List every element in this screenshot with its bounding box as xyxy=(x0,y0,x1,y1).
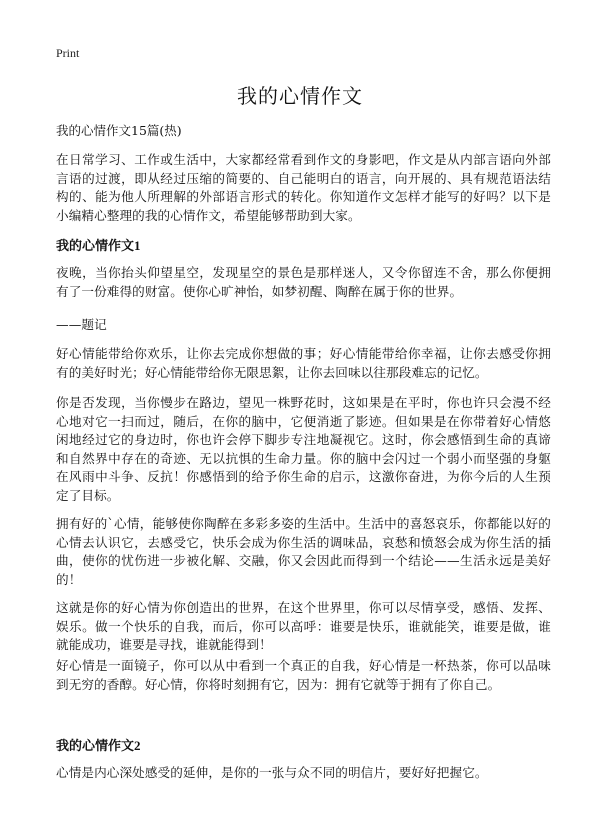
section1-paragraph-1: 夜晚，当你抬头仰望星空，发现星空的景色是那样迷人，又令你留连不舍，那么你便拥有了一份难得的财富。使你心旷神怡，如梦初醒、陶醉在属于你的世界。 xyxy=(56,265,551,299)
section1-paragraph-6: 好心情是一面镜子，你可以从中看到一个真正的自我，好心情是一杯热茶，你可以品味到无穷的香醇。好心情，你将时刻拥有它，因为：拥有它就等于拥有了你自己。 xyxy=(56,658,551,692)
section-heading-1: 我的心情作文1 xyxy=(56,238,141,253)
section1-paragraph-2: 好心情能带给你欢乐，让你去完成你想做的事；好心情能带给你幸福，让你去感受你拥有的美好时光；好心情能带给你无限思絮，让你去回味以往那段难忘的记忆。 xyxy=(56,346,551,380)
section2-paragraph-1: 心情是内心深处感受的延伸，是你的一张与众不同的明信片，要好好把握它。 xyxy=(56,765,488,780)
document-subtitle: 我的心情作文15篇(热) xyxy=(56,123,182,138)
section1-epigraph: ——题记 xyxy=(56,317,107,332)
print-link[interactable]: Print xyxy=(56,46,80,60)
section-heading-2: 我的心情作文2 xyxy=(56,738,141,753)
section1-paragraph-3: 你是否发现，当你慢步在路边，望见一株野花时，这如果是在平时，你也许只会漫不经心地对它一扫而过，随后，在你的脑中，它便消逝了影迹。但如果是在你带着好心情悠闲地经过它的身边时，你也许会停下脚步专注地凝视它。这时，你会感悟到生命的真谛和自然界中存在的奇迹、无以抗惧的生命力量。你的脑中会闪过一个弱小而坚强的身躯在风雨中斗争、反抗！你感悟到的给予你生命的启示，这激你奋进，为你今后的人生预定了目标。 xyxy=(56,395,551,503)
page-title: 我的心情作文 xyxy=(237,84,363,108)
section1-paragraph-4: 拥有好的`心情，能够使你陶醉在多彩多姿的生活中。生活中的喜怒哀乐，你都能以好的心情去认识它，去感受它，快乐会成为你生活的调味品，哀愁和愤怒会成为你生活的插曲，使你的忧伤进一步被化解、交融，你又会因此而得到一个结论——生活永远是美好的！ xyxy=(56,516,551,587)
section1-paragraph-5: 这就是你的好心情为你创造出的世界，在这个世界里，你可以尽情享受，感悟、发挥、娱乐。做一个快乐的自我，而后，你可以高呼：谁要是快乐，谁就能笑，谁要是做，谁就能成功，谁要是寻找，谁就能得到！ xyxy=(56,600,551,652)
intro-paragraph: 在日常学习、工作或生活中，大家都经常看到作文的身影吧，作文是从内部言语向外部言语的过渡，即从经过压缩的简要的、自己能明白的语言，向开展的、具有规范语法结构的、能为他人所理解的外部语言形式的转化。你知道作文怎样才能写的好吗？以下是小编精心整理的我的心情作文，希望能够帮助到大家。 xyxy=(56,152,551,223)
